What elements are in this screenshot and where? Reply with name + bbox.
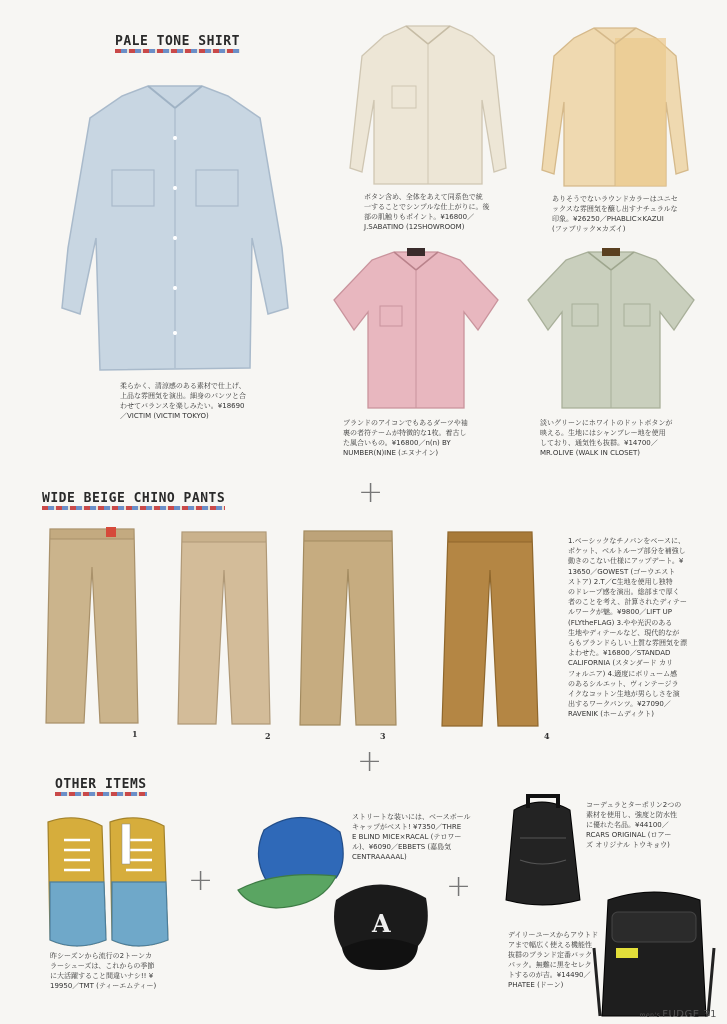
pants-number-2: 2	[265, 731, 271, 741]
two-tone-sneakers-image	[40, 812, 176, 952]
caption-orange-shirt: ありそうでないラウンドカラーはユニセ ックスな雰囲気を醸し出すナチュラルな 印象。¥26250／PHABLIC×KAZUI (ファブリック×カズイ)	[552, 195, 678, 233]
cream-shirt-image	[348, 20, 508, 188]
page-footer	[640, 1009, 717, 1020]
caption-pants: 1.ベーシックなチノパンをベースに、 ポケット、ベルトループ部分を補強し 動きのこない仕様にアップデート。¥ 13650／GOWEST (ゴーウエスト ストア) 2.T／C生地を使用し独特 のドレープ感を演出。総部まで厚く 者のことを考え、計算されたディテー ルワークが魅。¥9800／LIFT UP (FLYtheFLAG) 3.やや光沢のある 生地やディテールなど、現代的なが らもブランドらしい上質な雰囲気を漂 よわせた。¥16800／STANDAD CALIFORNIA (スタンダード カリ フォルニア) 4.適度にボリューム感 のあるシルエット、ヴィンテージラ イクなコットン生地が男らしさを演 出するワークパンツ。¥27090／ RAVENIK (ホームディクト)	[568, 537, 687, 719]
plus-icon: +	[188, 863, 214, 898]
caption-caps: ストリートな装いには、ベースボール キャップがベスト! ¥7350／THRE E BLIND MICE×RACAL (テロワー ル)、¥6090／EBBETS (嘉島気 CENTRAAAAAL)	[352, 813, 471, 861]
chino-pants-3-image	[296, 529, 400, 727]
blue-long-shirt-image	[60, 78, 290, 376]
caption-backpack: コーデュラとターポリン2つの 素材を使用し、強度と防水性 に優れた名品。¥44100／ RCARS ORIGINAL (ロアー ズ オリジナル トウキョウ)	[586, 801, 682, 849]
plus-icon: +	[358, 475, 384, 510]
chino-pants-4-image	[440, 530, 540, 728]
caption-green-shirt: 淡いグリーンにホワイトのドットボタンが 映える。生地にはシャンブレー地を使用 しており、通気性も抜群。¥14700／ MR.OLIVE (WALK IN CLOSET)	[540, 419, 673, 457]
footer-prefix: men's	[639, 1012, 661, 1019]
black-baseball-cap-image	[326, 860, 436, 972]
section-title-wide-beige-chino-pants: WIDE BEIGE CHINO PANTS	[42, 491, 225, 510]
pants-number-4: 4	[544, 731, 550, 741]
caption-blue-shirt: 柔らかく、清涼感のある素材で仕上げ、 上品な雰囲気を演出。細身のパンツと合 わせてバランスを楽しみたい。¥18690 ／VICTIM (VICTIM TOKYO)	[120, 382, 246, 420]
caption-sneakers: 昨シーズンから流行の2トーンカ ラーシューズは、これからの季節 に大活躍すること間違いナシ!! ¥ 19950／TMT (ティーエムティー)	[50, 952, 157, 990]
footer-brand: FUDGE	[662, 1009, 700, 1020]
caption-pink-shirt: ブランドのアイコンでもあるダーツや袖 裏の者符テームが特徴的な1枚。着古し た風合いもの。¥16800／n(n) BY NUMBER(N)INE (エヌナイン)	[343, 419, 468, 457]
section-title-other-items: OTHER ITEMS	[55, 777, 147, 796]
green-short-sleeve-shirt-image	[526, 246, 696, 412]
black-backpack-image	[498, 798, 588, 908]
caption-cream-shirt: ボタン含め、全体をあえて同系色で統 一することでシンプルな仕上がりに。後 部の肌触りもポイント。¥16800／ J.SABATINO (12SHOWROOM)	[364, 193, 490, 231]
plus-icon: +	[446, 869, 472, 904]
pants-number-1: 1	[132, 729, 138, 739]
orange-patch-shirt-image	[540, 22, 690, 190]
plus-icon: +	[357, 744, 383, 779]
pants-number-3: 3	[380, 731, 386, 741]
pink-short-sleeve-shirt-image	[332, 246, 500, 412]
caption-bag: デイリーユースからアウトド アまで幅広く使える機能性 抜群のブランド定番バック パック。無難に黒をセレク トするのが吉。¥14490／ PHATEE (ドーン)	[508, 931, 599, 989]
cap-logo-letter: A	[372, 909, 391, 938]
section-title-pale-tone-shirt: PALE TONE SHIRT	[115, 34, 240, 53]
page-number: 31	[703, 1009, 717, 1020]
chino-pants-2-image	[176, 530, 272, 726]
chino-pants-1-image	[44, 527, 140, 725]
